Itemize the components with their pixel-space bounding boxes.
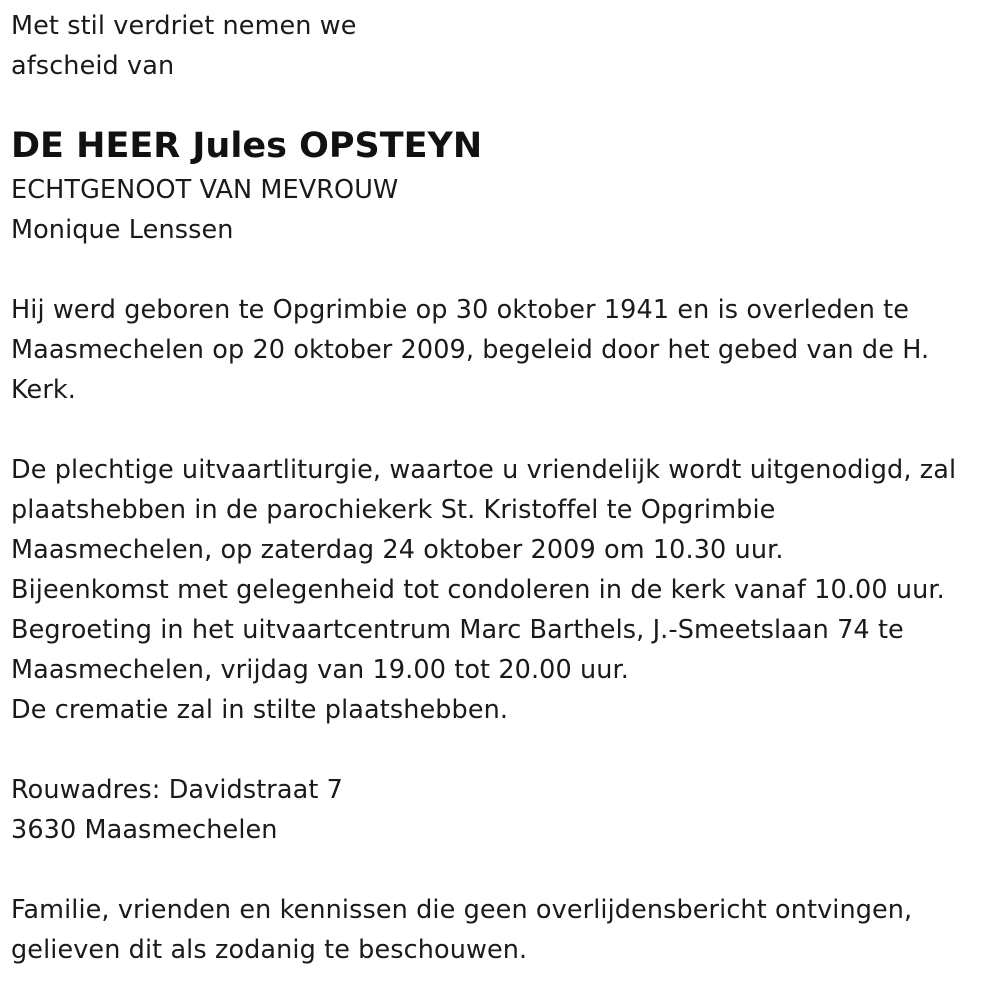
funeral-paragraph	[11, 450, 996, 730]
intro-line-2: afscheid van	[11, 51, 175, 81]
address-line-2: 3630 Maasmechelen	[11, 815, 278, 845]
spacer	[11, 86, 996, 126]
funeral-line-6: Maasmechelen, vrijdag van 19.00 tot 20.00 uur.	[11, 655, 630, 685]
spacer	[11, 850, 996, 890]
birth-death-line-3: Kerk.	[11, 375, 76, 405]
funeral-line-7: De crematie zal in stilte plaatshebben.	[11, 695, 509, 725]
spacer	[11, 410, 996, 450]
funeral-line-1: De plechtige uitvaartliturgie, waartoe u vriendelijk wordt uitgenodigd, zal	[11, 455, 957, 485]
death-notice	[11, 6, 996, 970]
deceased-name: DE HEER Jules OPSTEYN	[11, 126, 483, 166]
closing-paragraph	[11, 890, 996, 970]
birth-death-line-1: Hij werd geboren te Opgrimbie op 30 oktober 1941 en is overleden te	[11, 295, 910, 325]
spacer	[11, 730, 996, 770]
closing-line-1: Familie, vrienden en kennissen die geen overlijdensbericht ontvingen,	[11, 895, 913, 925]
funeral-line-5: Begroeting in het uitvaartcentrum Marc Barthels, J.-Smeetslaan 74 te	[11, 615, 904, 645]
deceased-block	[11, 122, 996, 250]
closing-line-2: gelieven dit als zodanig te beschouwen.	[11, 935, 528, 965]
intro-block	[11, 6, 996, 86]
address-line-1: Rouwadres: Davidstraat 7	[11, 775, 343, 805]
spacer	[11, 250, 996, 290]
address-block	[11, 770, 996, 850]
funeral-line-2: plaatshebben in de parochiekerk St. Kristoffel te Opgrimbie	[11, 495, 776, 525]
intro-line-1: Met stil verdriet nemen we	[11, 11, 357, 41]
birth-death-paragraph	[11, 290, 996, 410]
birth-death-line-2: Maasmechelen op 20 oktober 2009, begeleid door het gebed van de H.	[11, 335, 930, 365]
funeral-line-3: Maasmechelen, op zaterdag 24 oktober 2009 om 10.30 uur.	[11, 535, 784, 565]
spouse-title: ECHTGENOOT VAN MEVROUW	[11, 175, 399, 205]
funeral-line-4: Bijeenkomst met gelegenheid tot condoleren in de kerk vanaf 10.00 uur.	[11, 575, 945, 605]
spouse-name: Monique Lenssen	[11, 215, 234, 245]
